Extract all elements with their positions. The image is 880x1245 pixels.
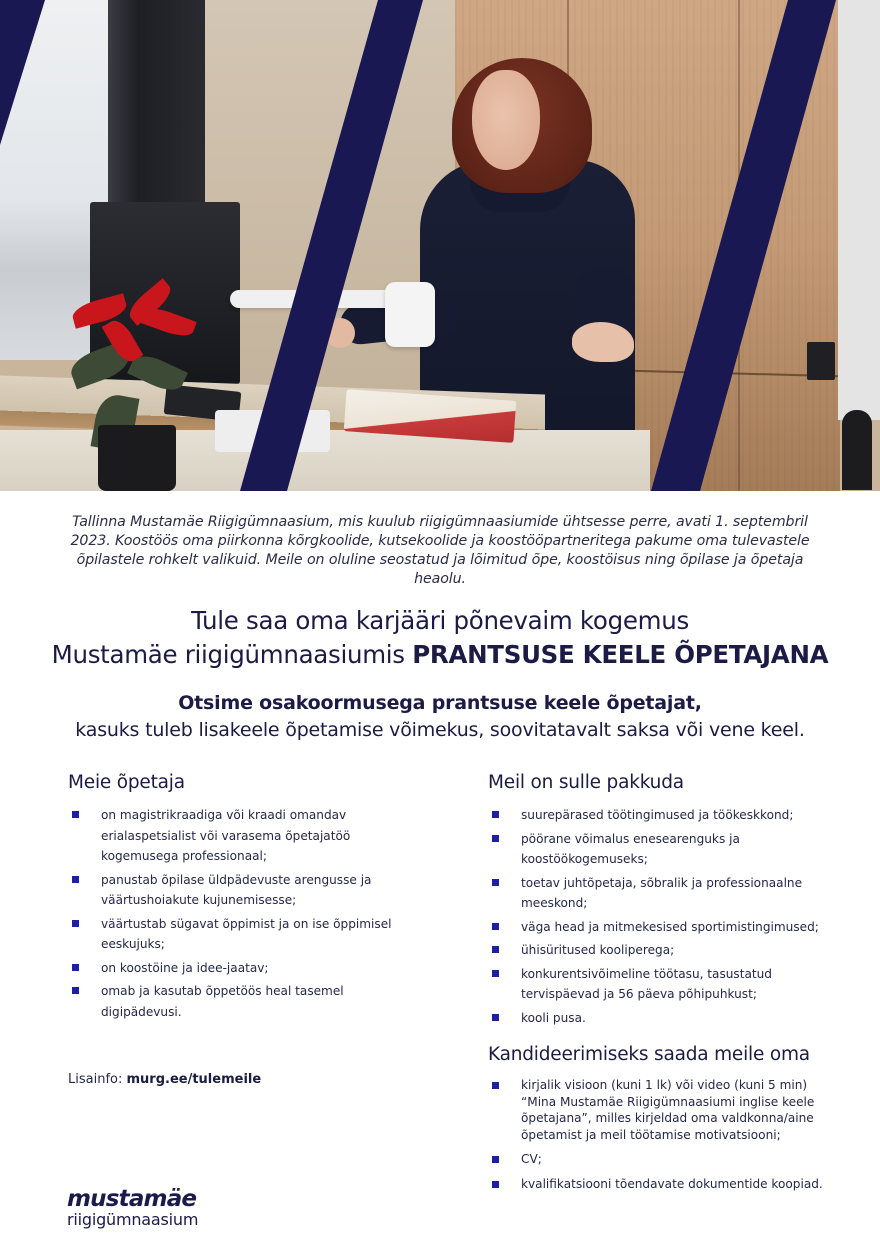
list-item: on koostöine ja idee-jaatav; xyxy=(68,958,408,979)
list-item: väärtustab sügavat õppimist ja on ise õppimisel eeskujuks; xyxy=(68,914,408,955)
stripe-left xyxy=(0,0,45,145)
square-bullet-icon xyxy=(72,811,79,818)
list-item: CV; xyxy=(488,1151,833,1168)
square-bullet-icon xyxy=(492,1156,499,1163)
list-item: konkurentsivõimeline töötasu, tasustatud tervispäevad ja 56 päeva põhipuhkust; xyxy=(488,964,833,1005)
square-bullet-icon xyxy=(492,1014,499,1021)
list-item: väga head ja mitmekesised sportimistingimused; xyxy=(488,917,833,938)
headline-line2-regular: Mustamäe riigigümnaasiumis xyxy=(51,640,413,669)
stripe-center xyxy=(240,0,423,491)
position-title: PRANTSUSE KEELE ÕPETAJANA xyxy=(412,640,829,669)
square-bullet-icon xyxy=(72,987,79,994)
subhead-bold: Otsime osakoormusega prantsuse keele õpetajat, xyxy=(178,692,702,714)
square-bullet-icon xyxy=(492,1082,499,1089)
square-bullet-icon xyxy=(72,876,79,883)
diagonal-stripes-graphic xyxy=(0,0,880,491)
page-headline xyxy=(20,604,860,672)
section-title: Kandideerimiseks saada meile oma xyxy=(488,1044,810,1065)
section-title: Meie õpetaja xyxy=(68,772,185,793)
stripe-right xyxy=(651,0,836,491)
list-item: panustab õpilase üldpädevuste arengusse ja väärtushoiakute kujunemisesse; xyxy=(68,870,408,911)
list-item: kirjalik visioon (kuni 1 lk) või video (kuni 5 min) “Mina Mustamäe Riigigümnaasiumi inglise keele õpetajana”, milles kirjeldad oma valdkonna/aine õpetamist ja meil töötamise motivatsiooni; xyxy=(488,1077,833,1143)
section-title: Meil on sulle pakkuda xyxy=(488,772,684,793)
square-bullet-icon xyxy=(72,920,79,927)
subheadline xyxy=(20,690,860,744)
application-section xyxy=(488,1044,833,1195)
more-info-label: Lisainfo: xyxy=(68,1072,127,1087)
list-item: kvalifikatsiooni tõendavate dokumentide koopiad. xyxy=(488,1176,833,1193)
list-item: ühisüritused kooliperega; xyxy=(488,940,833,961)
benefits-list xyxy=(488,805,833,1028)
square-bullet-icon xyxy=(492,879,499,886)
teacher-requirements-section xyxy=(68,772,408,1025)
square-bullet-icon xyxy=(492,970,499,977)
list-item: on magistrikraadiga või kraadi omandav erialaspetsialist või varasema õpetajatöö kogemusega professionaal; xyxy=(68,805,408,867)
intro-paragraph: Tallinna Mustamäe Riigigümnaasium, mis kuulub riigigümnaasiumide ühtsesse perre, avati 1. septembril 2023. Koostöös oma piirkonna kõrgkoolide, kutsekoolide ja koostööpartneritega pakume oma tulevastele õpilastele rohkelt valikuid. Meile on oluline seostatud ja lõimitud õpe, koostöisus ning õpilase ja õpetaja heaolu. xyxy=(70,514,810,587)
hero-photo xyxy=(0,0,880,491)
square-bullet-icon xyxy=(492,835,499,842)
square-bullet-icon xyxy=(72,964,79,971)
application-documents-list xyxy=(488,1077,833,1192)
list-item: pöörane võimalus enesearenguks ja koostöökogemuseks; xyxy=(488,829,833,870)
square-bullet-icon xyxy=(492,946,499,953)
square-bullet-icon xyxy=(492,811,499,818)
logo-wordmark: mustamäe xyxy=(67,1186,197,1212)
school-logo xyxy=(67,1187,198,1229)
square-bullet-icon xyxy=(492,1181,499,1188)
headline-line1: Tule saa oma karjääri põnevaim kogemus xyxy=(191,606,689,635)
more-info-link[interactable]: murg.ee/tulemeile xyxy=(126,1072,262,1087)
subhead-regular: kasuks tuleb lisakeele õpetamise võimekus, soovitatavalt saksa või vene keel. xyxy=(75,719,805,741)
logo-subline: riigigümnaasium xyxy=(67,1210,199,1229)
list-item: omab ja kasutab õppetöös heal tasemel digipädevusi. xyxy=(68,981,408,1022)
requirements-list xyxy=(68,805,408,1022)
list-item: toetav juhtõpetaja, sõbralik ja professionaalne meeskond; xyxy=(488,873,833,914)
benefits-section xyxy=(488,772,833,1031)
more-info xyxy=(68,1072,261,1087)
list-item: suurepärased töötingimused ja töökeskkond; xyxy=(488,805,833,826)
list-item: kooli pusa. xyxy=(488,1008,833,1029)
square-bullet-icon xyxy=(492,923,499,930)
